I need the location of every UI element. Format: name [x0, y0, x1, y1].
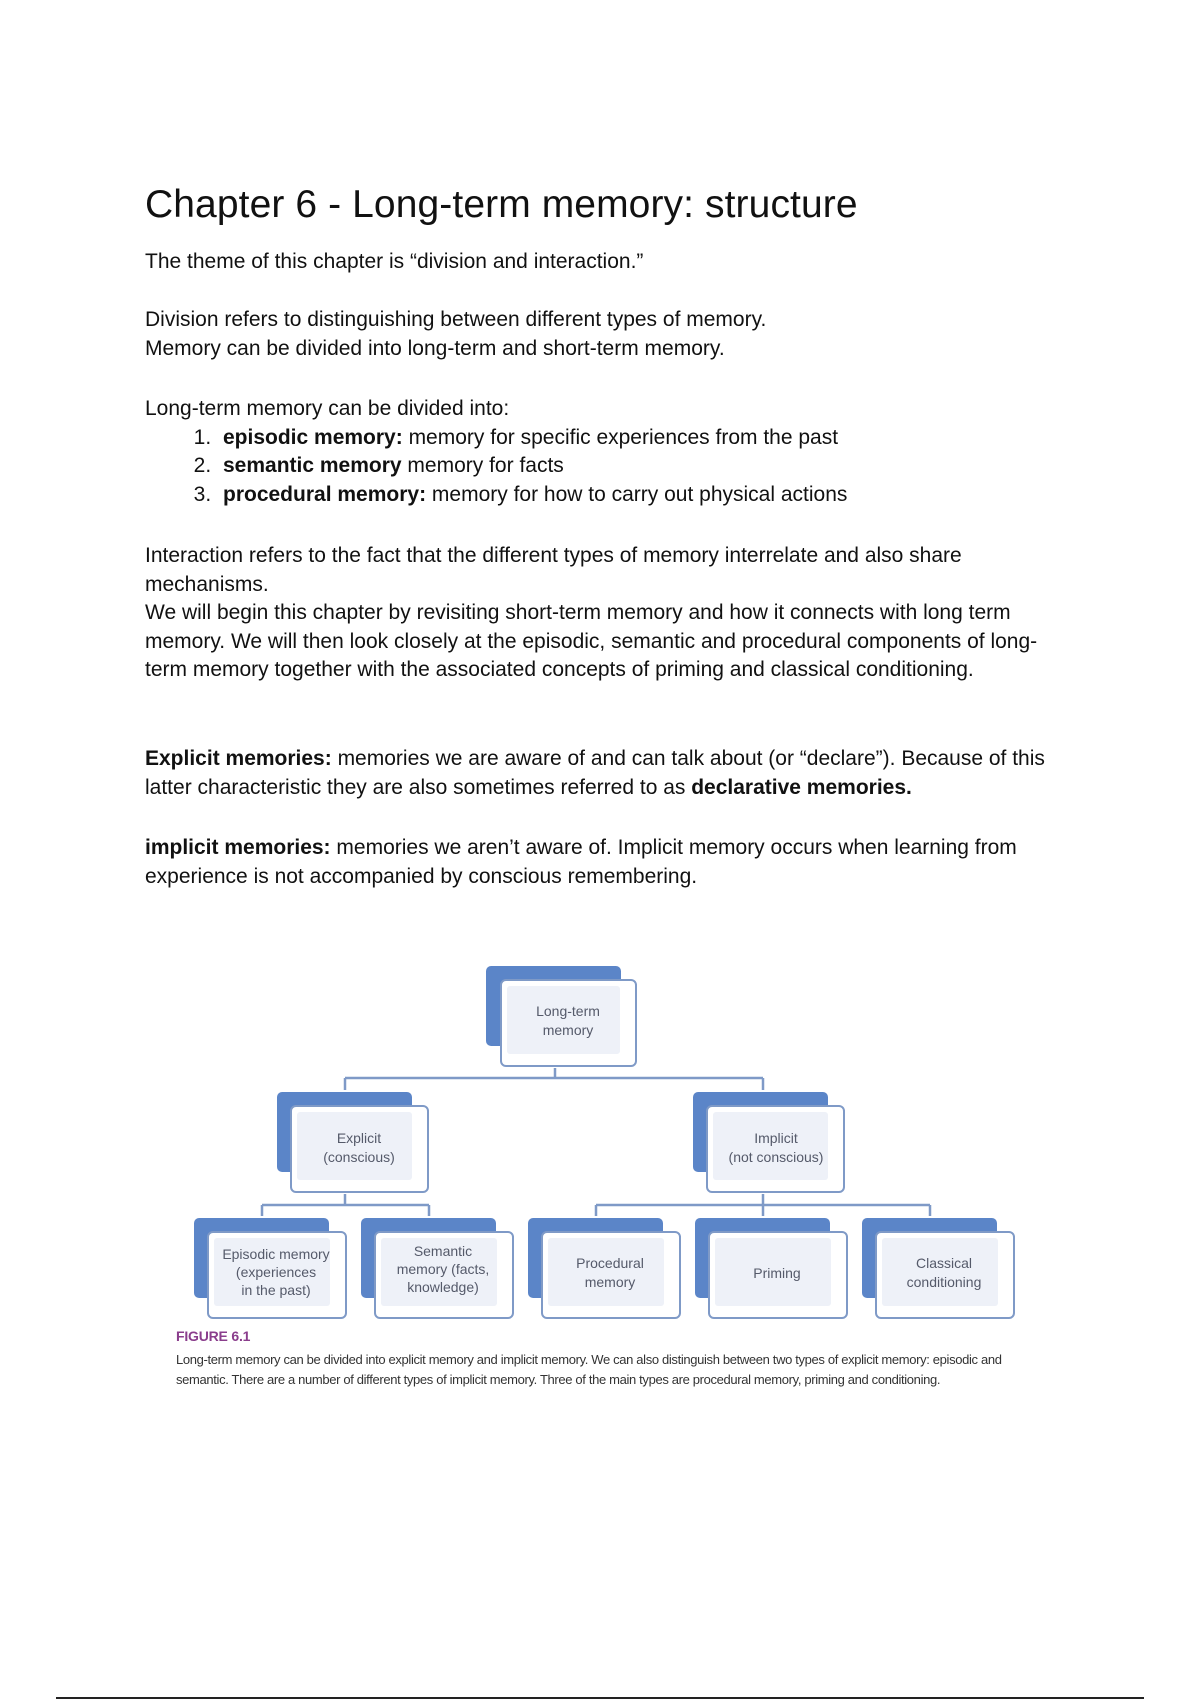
node-semantic-memory [361, 1218, 513, 1318]
list-item-desc: memory for specific experiences from the past [402, 425, 839, 449]
implicit-desc: memories we aren’t aware of. Implicit memory occurs when learning from experience is not accompanied by conscious remembering. [145, 836, 1017, 888]
list-item-term: semantic memory [223, 454, 402, 477]
node-label-line: Implicit [754, 1130, 798, 1146]
node-long-term-memory [486, 966, 636, 1066]
node-label-line: Explicit [336, 1130, 382, 1146]
node-label-line: Long-term [536, 1003, 600, 1019]
node-label [753, 1265, 800, 1281]
figure-caption: Long-term memory can be divided into explicit memory and implicit memory. We can also distinguish between two types of explicit memory: episodic and semantic. There are a number of different types of implicit memory. Three of the main types are procedural memory, priming and conditioning. [176, 1352, 1002, 1387]
page-bottom-divider [56, 1697, 1144, 1699]
node-label-line: Classical [915, 1255, 973, 1271]
list-item [217, 452, 1065, 481]
intro-paragraph [145, 248, 1065, 277]
division-line-1: Division refers to distinguishing between different types of memory. [145, 308, 767, 331]
node-classical-conditioning [862, 1218, 1014, 1318]
node-label-line: (experiences [235, 1264, 317, 1280]
page-title: Chapter 6 - Long-term memory: structure [145, 183, 858, 226]
figure-label: FIGURE 6.1 [176, 1328, 251, 1344]
ltm-section [145, 395, 1065, 509]
implicit-text [145, 834, 1065, 891]
node-label-line: knowledge) [407, 1279, 479, 1295]
node-label-line: (conscious) [323, 1149, 395, 1165]
list-item-desc: memory for facts [401, 454, 564, 477]
list-item [217, 424, 1065, 453]
node-label-line: in the past) [241, 1282, 311, 1298]
node-explicit [277, 1092, 428, 1192]
node-implicit [693, 1092, 844, 1192]
node-label-line: conditioning [906, 1274, 982, 1290]
node-label-line: memory [542, 1022, 594, 1038]
list-item [217, 481, 1065, 510]
node-label-line: Priming [753, 1265, 801, 1281]
list-item-term: episodic memory: [223, 425, 403, 449]
explicit-desc: memories we are aware of and can talk about (or “declare”). Because of this latter characteristic they are also sometimes referred to as [145, 747, 1045, 799]
node-label-line: (not conscious) [728, 1149, 824, 1165]
ltm-intro: Long-term memory can be divided into: [145, 397, 510, 420]
implicit-paragraph [145, 834, 1065, 891]
list-item-desc: memory for how to carry out physical actions [426, 482, 848, 506]
interaction-line-1: Interaction refers to the fact that the different types of memory interrelate and also share mechanisms. [145, 544, 962, 596]
memory-diagram [0, 950, 1200, 1330]
declarative-term: declarative memories. [691, 775, 912, 799]
figure-6-1 [0, 950, 1200, 1420]
node-label-line: memory (facts, [396, 1261, 490, 1277]
node-priming [695, 1218, 847, 1318]
interaction-line-2: We will begin this chapter by revisiting short-term memory and how it connects with long term memory. We will then look closely at the episodic, semantic and procedural components of long-term memory together with the associated concepts of priming and classical conditioning. [145, 601, 1038, 681]
ltm-list [145, 424, 1065, 510]
intro-text: The theme of this chapter is “division and interaction.” [145, 250, 644, 273]
node-episodic-memory [194, 1218, 346, 1318]
division-line-2: Memory can be divided into long-term and short-term memory. [145, 336, 725, 360]
explicit-paragraph [145, 745, 1065, 802]
node-label-line: Procedural [576, 1255, 644, 1271]
division-paragraph [145, 306, 1065, 363]
list-item-term: procedural memory: [223, 482, 427, 506]
explicit-text [145, 745, 1065, 802]
explicit-term: Explicit memories: [145, 747, 332, 770]
node-procedural-memory [528, 1218, 680, 1318]
node-label-line: Episodic memory [222, 1246, 330, 1262]
node-label-line: memory [584, 1274, 636, 1290]
interaction-paragraph [145, 542, 1065, 685]
implicit-term: implicit memories: [145, 836, 331, 859]
node-label-line: Semantic [413, 1243, 473, 1259]
